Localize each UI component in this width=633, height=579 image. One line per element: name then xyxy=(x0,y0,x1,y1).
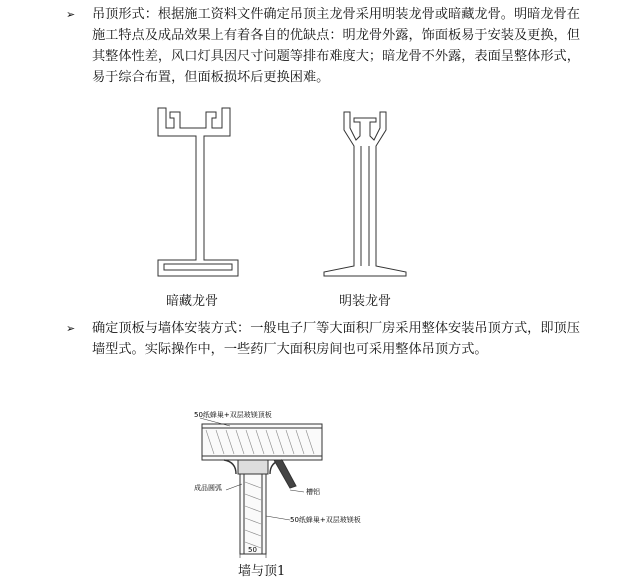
paragraph-wall-install-text: 确定顶板与墙体安装方式：一般电子厂等大面积厂房采用整体安装吊顶方式，即顶压墙型式。实际操作中，一些药厂大面积房间也可采用整体吊顶方式。 xyxy=(92,321,580,357)
label-wall-panel: 50纸蜂巢+双层玻镁板 xyxy=(290,516,361,524)
bullet-arrow-icon: ➢ xyxy=(66,8,76,21)
label-arc: 成品圆弧 xyxy=(194,484,222,492)
exposed-keel-figure xyxy=(320,106,410,286)
paragraph-ceiling-form-text: 吊顶形式：根据施工资料文件确定吊顶主龙骨采用明装龙骨或暗藏龙骨。明暗龙骨在施工特点及成品效果上有着各自的优缺点：明龙骨外露，饰面板易于安装及更换，但其整体性差，风口灯具因尺寸问题等排布难度大；暗龙骨不外露，表面呈整体形式，易于综合布置，但面板损坏后更换困难。 xyxy=(92,7,580,85)
hidden-keel-figure xyxy=(150,100,250,285)
dimension-label: 50 xyxy=(248,546,257,554)
bullet-arrow-icon: ➢ xyxy=(66,322,76,335)
label-groove: 槽铝 xyxy=(306,488,320,496)
paragraph-ceiling-form xyxy=(66,4,586,88)
wall-ceiling-detail-drawing xyxy=(190,408,430,560)
caption-exposed-keel: 明装龙骨 xyxy=(338,294,391,309)
label-top-panel: 50纸蜂巢+双层玻镁顶板 xyxy=(194,411,272,419)
paragraph-wall-install xyxy=(66,318,586,362)
caption-hidden-keel: 暗藏龙骨 xyxy=(165,294,218,309)
caption-detail-title: 墙与顶1 xyxy=(238,564,286,579)
